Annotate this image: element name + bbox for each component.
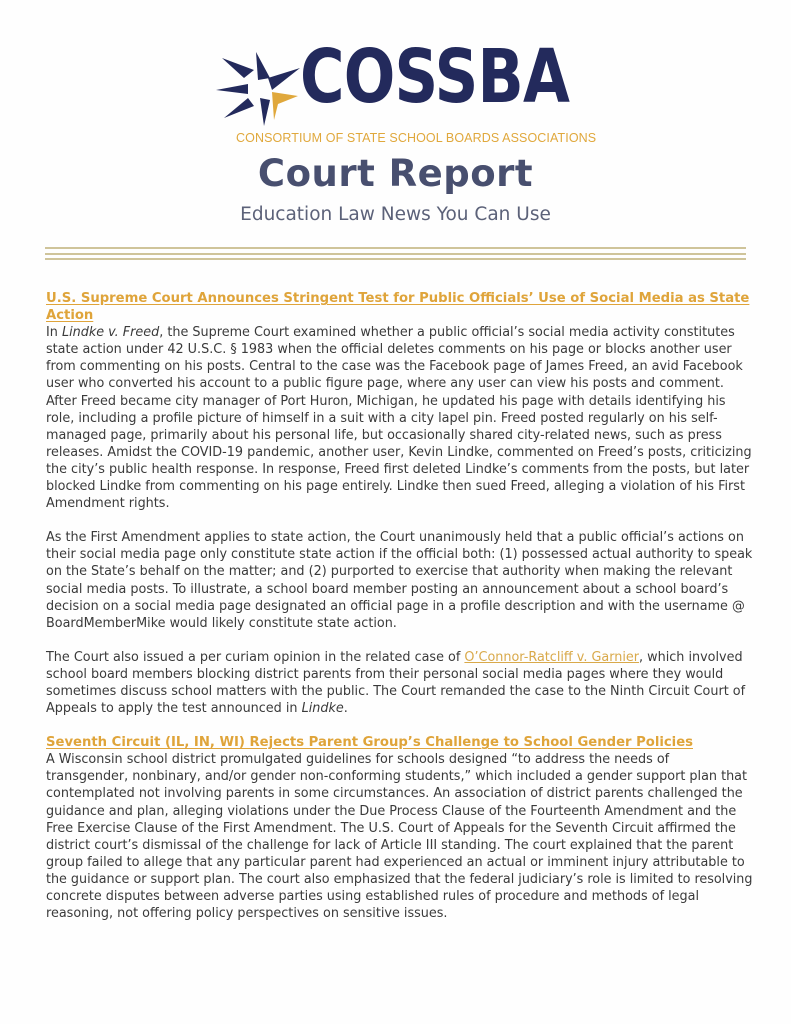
text-line: [46, 529, 752, 546]
body-text: role, including a profile picture of himself in a suit with a city lapel pin. Freed posted regularly on his self-: [46, 410, 718, 426]
article: [46, 290, 758, 717]
case-link[interactable]: O’Connor-Ratcliff v. Garnier: [464, 649, 640, 665]
body-text: , the Supreme Court examined whether a public official’s social media activity constitutes: [159, 325, 735, 341]
text-line: [46, 888, 752, 905]
text-line: [46, 375, 752, 392]
body-text: blocked Lindke from commenting on his page entirely. Lindke then sued Freed, alleging a violation of his First: [46, 479, 745, 495]
text-line: [46, 768, 752, 785]
text-line: [46, 615, 752, 632]
text-line: [46, 649, 752, 666]
body-text: Amendment rights.: [46, 496, 170, 512]
case-name: Lindke: [301, 701, 344, 717]
text-line: [46, 563, 752, 580]
body-text: guidance and plan, alleging violations under the Due Process Clause of the Fourteenth Amendment and the: [46, 803, 737, 819]
article: [46, 734, 758, 922]
article-paragraph: [46, 529, 758, 632]
case-name: Lindke v. Freed: [61, 325, 160, 341]
body-text: from commenting on his posts. Central to the case was the Facebook page of James Freed, an avid Facebook: [46, 359, 743, 375]
body-text: group failed to allege that any particular parent had experienced an actual or imminent injury attributable to: [46, 854, 745, 870]
body-text: their social media page only constitute state action if the official both: (1) possessed actual authority to speak: [46, 547, 753, 563]
text-line: [46, 803, 752, 820]
body-text: BoardMemberMike would likely constitute state action.: [46, 615, 397, 631]
article-content: [46, 290, 758, 939]
text-line: [46, 581, 752, 598]
text-line: [46, 700, 752, 717]
logo-wordmark: COSSBA: [300, 34, 570, 120]
body-text: user who converted his account to a public figure page, where any user can view his posts and comment.: [46, 376, 724, 392]
text-line: [46, 785, 752, 802]
body-text: Appeals to apply the test announced in: [46, 701, 302, 717]
text-line: [46, 478, 752, 495]
text-line: [46, 393, 752, 410]
body-text: As the First Amendment applies to state action, the Court unanimously held that a public official’s actions on: [46, 530, 744, 546]
cossba-logo: [214, 34, 597, 150]
article-headline-link[interactable]: Seventh Circuit (IL, IN, WI) Rejects Parent Group’s Challenge to School Gender Policies: [46, 735, 693, 751]
page-subtitle: Education Law News You Can Use: [240, 204, 551, 225]
body-text: district court’s dismissal of the challenge for lack of Article III standing. The court explained that the parent: [46, 837, 734, 853]
text-line: [46, 495, 752, 512]
article-paragraph: [46, 649, 758, 717]
body-text: , which involved: [639, 649, 743, 665]
body-text: In: [46, 325, 62, 341]
body-text: the guidance or support plan. The court also emphasized that the federal judiciary’s role is limited to resolving: [46, 871, 753, 887]
body-text: sometimes discuss school matters with the public. The Court remanded the case to the Ninth Circuit Court of: [46, 683, 746, 699]
article-paragraph: [46, 324, 758, 512]
text-line: [46, 341, 752, 358]
text-line: [46, 666, 752, 683]
body-text: After Freed became city manager of Port Huron, Michigan, he updated his page with details identifying his: [46, 393, 726, 409]
body-text: The Court also issued a per curiam opinion in the related case of: [46, 649, 465, 665]
divider-line: [45, 258, 746, 260]
article-headline-link[interactable]: U.S. Supreme Court Announces Stringent Test for Public Officials’ Use of Social Media as State Action: [46, 291, 750, 324]
text-line: [46, 871, 753, 888]
text-line: [46, 854, 752, 871]
text-line: [46, 410, 752, 427]
body-text: .: [343, 701, 348, 717]
text-line: [46, 427, 752, 444]
body-text: contemplated not involving parents in some circumstances. An association of district parents challenged the: [46, 786, 743, 802]
star-logo-icon: [214, 48, 302, 128]
body-text: Free Exercise Clause of the First Amendment. The U.S. Court of Appeals for the Seventh Circuit affirmed the: [46, 820, 736, 836]
body-text: the city’s public health response. In response, Freed first deleted Lindke’s comments from the posts, but later: [46, 461, 750, 477]
text-line: [46, 683, 752, 700]
logo-tagline: CONSORTIUM OF STATE SCHOOL BOARDS ASSOCIATIONS: [236, 131, 597, 145]
body-text: releases. Amidst the COVID-19 pandemic, another user, Kevin Lindke, commented on Freed’s posts, criticizing: [46, 444, 752, 460]
divider-line: [45, 253, 746, 255]
text-line: [46, 837, 752, 854]
body-text: school board members blocking district parents from their personal social media pages where they would: [46, 666, 724, 682]
divider-line: [45, 247, 746, 249]
body-text: reasoning, not offering policy perspectives on sensitive issues.: [46, 906, 448, 922]
body-text: concrete disputes between adverse parties using established rules of procedure and methods of legal: [46, 889, 700, 904]
text-line: [46, 461, 752, 478]
text-line: [46, 598, 752, 615]
article-paragraph: [46, 751, 758, 922]
text-line: [46, 444, 752, 461]
body-text: state action under 42 U.S.C. § 1983 when the official deletes comments on his page or blocks another user: [46, 342, 732, 358]
body-text: A Wisconsin school district promulgated guidelines for schools designed “to address the needs of: [46, 752, 670, 768]
page-title: Court Report: [257, 152, 534, 195]
body-text: on the State’s behalf on the matter; and (2) purported to exercise that authority when making the relevant: [46, 564, 733, 580]
body-text: transgender, nonbinary, and/or gender non-conforming students,” which included a gender support plan that: [46, 769, 748, 785]
text-line: [46, 546, 751, 563]
body-text: managed page, primarily about his personal life, but occasionally shared city-related news, such as press: [46, 427, 722, 443]
body-text: social media posts. To illustrate, a school board member posting an announcement about a school board’s: [46, 581, 729, 597]
text-line: [46, 358, 752, 375]
text-line: [46, 751, 752, 768]
text-line: [46, 905, 752, 922]
text-line: [46, 324, 752, 341]
header-divider: [45, 247, 746, 264]
body-text: decision on a social media page designated an official page in a profile description and with the username @: [46, 598, 745, 614]
text-line: [46, 820, 752, 837]
